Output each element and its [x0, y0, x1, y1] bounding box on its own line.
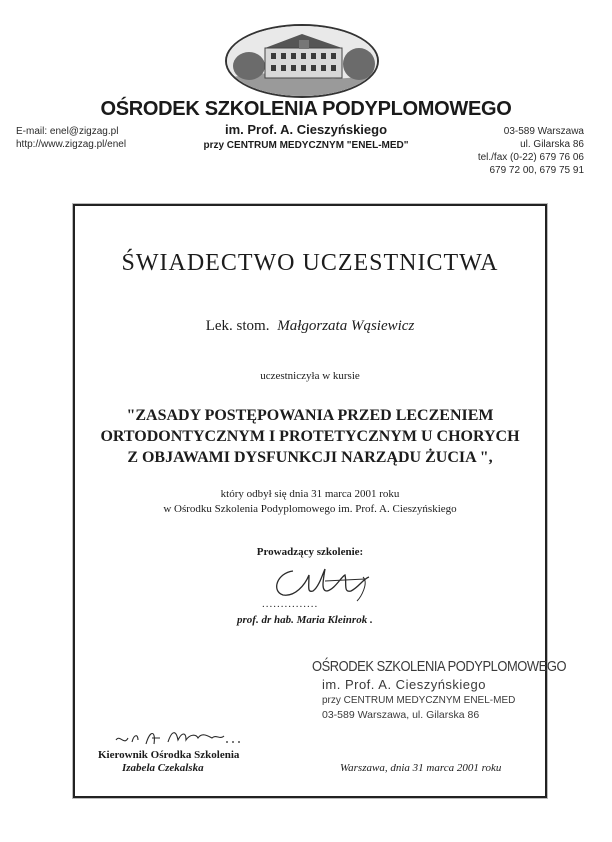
course-title — [73, 405, 547, 468]
contact-right — [478, 125, 584, 177]
stamp-line-3: przy CENTRUM MEDYCZNYM ENEL-MED — [322, 695, 516, 706]
participated-text: uczestniczyła w kursie — [260, 370, 360, 382]
director-name: Izabela Czekalska — [122, 762, 204, 774]
phone-line-2: 679 72 00, 679 75 91 — [489, 165, 584, 176]
org-patron: im. Prof. A. Cieszyńskiego — [224, 122, 388, 137]
org-affiliation: przy CENTRUM MEDYCZNYM "ENEL-MED" — [203, 140, 409, 151]
contact-left — [16, 125, 126, 151]
org-name: OŚRODEK SZKOLENIA PODYPLOMOWEGO — [100, 98, 512, 120]
email-text: E-mail: enel@zigzag.pl — [16, 126, 119, 137]
recipient-name: Małgorzata Wąsiewicz — [277, 318, 415, 334]
course-date-line-2: w Ośrodku Szkolenia Podyplomowego im. Prof. A. Cieszyńskiego — [163, 503, 457, 515]
course-title-line-2: ORTODONTYCZNYM I PROTETYCZNYM U CHORYCH — [100, 428, 520, 445]
stamp-line-4: 03-589 Warszawa, ul. Gilarska 86 — [322, 709, 480, 721]
institution-stamp — [312, 658, 607, 721]
certificate-title: ŚWIADECTWO UCZESTNICTWA — [121, 250, 499, 276]
phone-line-1: tel./fax (0-22) 679 76 06 — [477, 152, 584, 163]
stamp-line-2: im. Prof. A. Cieszyńskiego — [322, 677, 486, 692]
course-date — [73, 487, 547, 517]
recipient-row — [73, 318, 547, 335]
place-date: Warszawa, dnia 31 marca 2001 roku — [340, 762, 502, 774]
street-address: ul. Gilarska 86 — [520, 139, 584, 150]
stamp-line-1: OŚRODEK SZKOLENIA PODYPLOMOWEGO — [312, 658, 567, 675]
lead-name: prof. dr hab. Maria Kleinrok . — [237, 614, 373, 626]
postal-city: 03-589 Warszawa — [503, 126, 584, 137]
signature-line: ............... — [262, 598, 319, 610]
course-date-line-1: który odbył się dnia 31 marca 2001 roku — [220, 488, 400, 500]
course-title-line-3: Z OBJAWAMI DYSFUNKCJI NARZĄDU ŻUCIA ", — [127, 449, 493, 466]
website-text: http://www.zigzag.pl/enel — [16, 139, 127, 150]
recipient-prefix: Lek. stom. — [205, 318, 270, 334]
lead-label: Prowadzący szkolenie: — [256, 546, 364, 558]
course-title-line-1: "ZASADY POSTĘPOWANIA PRZED LECZENIEM — [126, 407, 494, 424]
director-title: Kierownik Ośrodka Szkolenia — [98, 749, 240, 761]
building-photo-icon — [225, 24, 379, 98]
